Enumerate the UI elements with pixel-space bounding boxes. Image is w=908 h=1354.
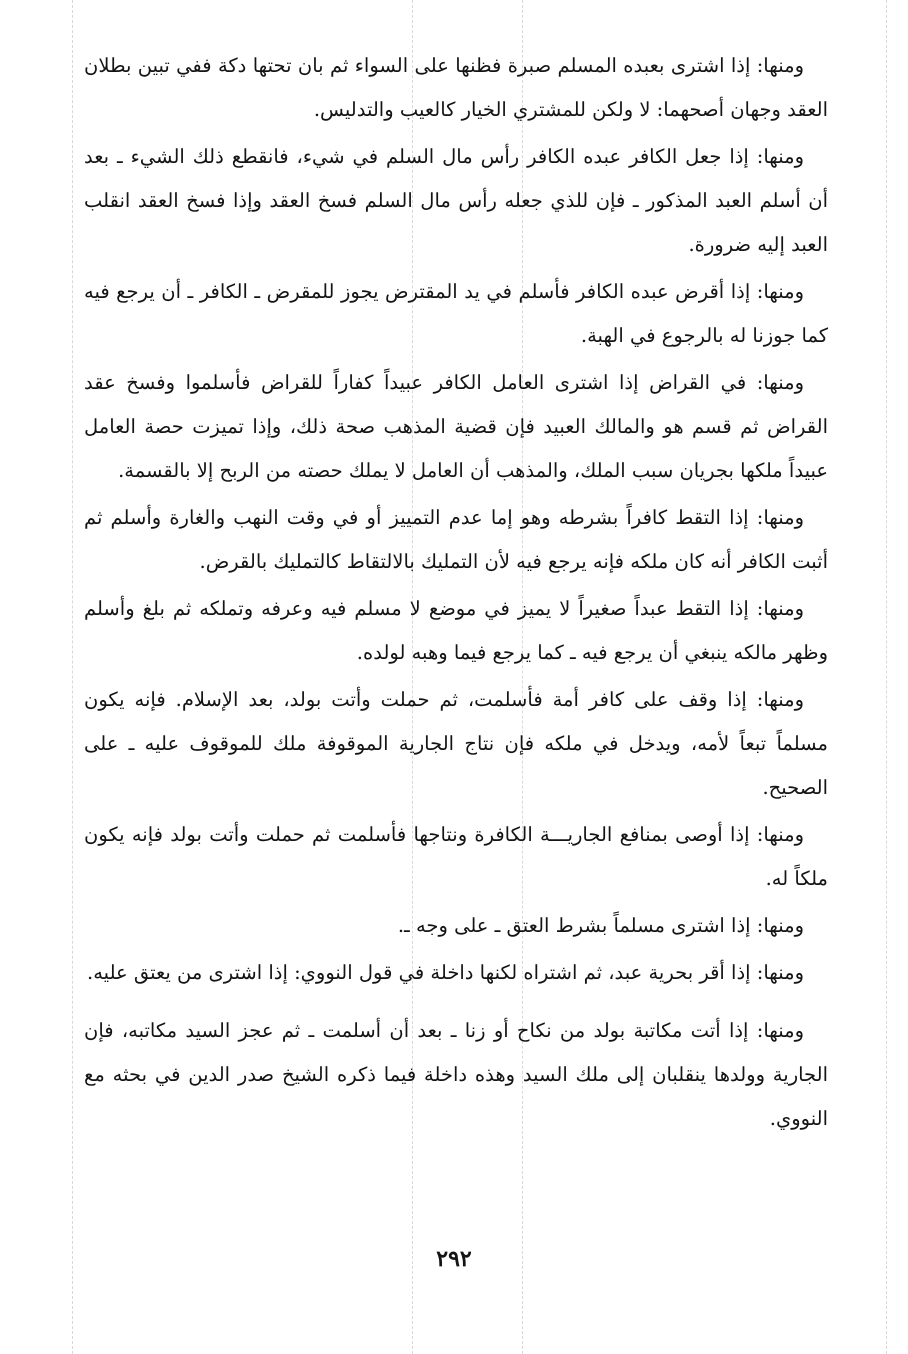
paragraph: ومنها: إذا التقط عبداً صغيراً لا يميز في موضع لا مسلم فيه وعرفه وتملكه ثم بلغ وأسلم وظهر مالكه ينبغي أن يرجع فيه ـ كما يرجع فيما وهبه لولده.	[84, 597, 828, 664]
paragraph: ومنها: إذا اشترى بعبده المسلم صبرة فظنها على السواء ثم بان تحتها دكة ففي تبين بطلان العقد وجهان أصحهما: لا ولكن للمشتري الخيار كالعيب والتدليس.	[84, 54, 828, 121]
paragraph: ومنها: إذا أقرض عبده الكافر فأسلم في يد المقترض يجوز للمقرض ـ الكافر ـ أن يرجع فيه كما جوزنا له بالرجوع في الهبة.	[84, 280, 828, 347]
paragraph: ومنها: إذا اشترى مسلماً بشرط العتق ـ على وجه ـ.	[397, 914, 804, 937]
paragraph: ومنها: إذا التقط كافراً بشرطه وهو إما عدم التمييز أو في وقت النهب والغارة وأسلم ثم أثبت الكافر أنه كان ملكه فإنه يرجع فيه لأن التمليك بالالتقاط كالتمليك بالقرض.	[84, 506, 828, 573]
paragraph: ومنها: إذا أتت مكاتبة بولد من نكاح أو زنا ـ بعد أن أسلمت ـ ثم عجز السيد مكاتبه، فإن الجارية وولدها ينقلبان إلى ملك السيد وهذه داخلة فيما ذكره الشيخ صدر الدين في بحثه مع النووي.	[84, 1019, 828, 1130]
paragraph: ومنها: إذا أقر بحرية عبد، ثم اشتراه لكنها داخلة في قول النووي: إذا اشترى من يعتق عليه.	[87, 961, 804, 984]
paragraph: ومنها: إذا جعل الكافر عبده الكافر رأس مال السلم في شيء، فانقطع ذلك الشيء ـ بعد أن أسلم العبد المذكور ـ فإن للذي جعله رأس مال السلم فسخ العقد وإذا فسخ العقد انقلب العبد إليه ضرورة.	[84, 145, 828, 256]
paragraph: ومنها: في القراض إذا اشترى العامل الكافر عبيداً كفاراً للقراض فأسلموا وفسخ عقد القراض ثم قسم هو والمالك العبيد فإن قضية المذهب صحة ذلك، وإذا تميزت حصة العامل عبيداً ملكها بجريان سبب الملك، والمذهب أن العامل لا يملك حصته من الربح إلا بالقسمة.	[84, 371, 828, 482]
scan-rule-line	[886, 0, 887, 1354]
paragraph: ومنها: إذا أوصى بمنافع الجاريـــة الكافرة ونتاجها فأسلمت ثم حملت وأتت بولد فإنه يكون ملكاً له.	[84, 823, 828, 890]
body-text	[84, 44, 828, 1144]
page-number: ٢٩٢	[436, 1246, 472, 1272]
scan-rule-line	[72, 0, 73, 1354]
paragraph: ومنها: إذا وقف على كافر أمة فأسلمت، ثم حملت وأتت بولد، بعد الإسلام. فإنه يكون مسلماً تبعاً لأمه، ويدخل في ملكه فإن نتاج الجارية الموقوفة ملك للموقوف عليه ـ على الصحيح.	[84, 688, 828, 799]
